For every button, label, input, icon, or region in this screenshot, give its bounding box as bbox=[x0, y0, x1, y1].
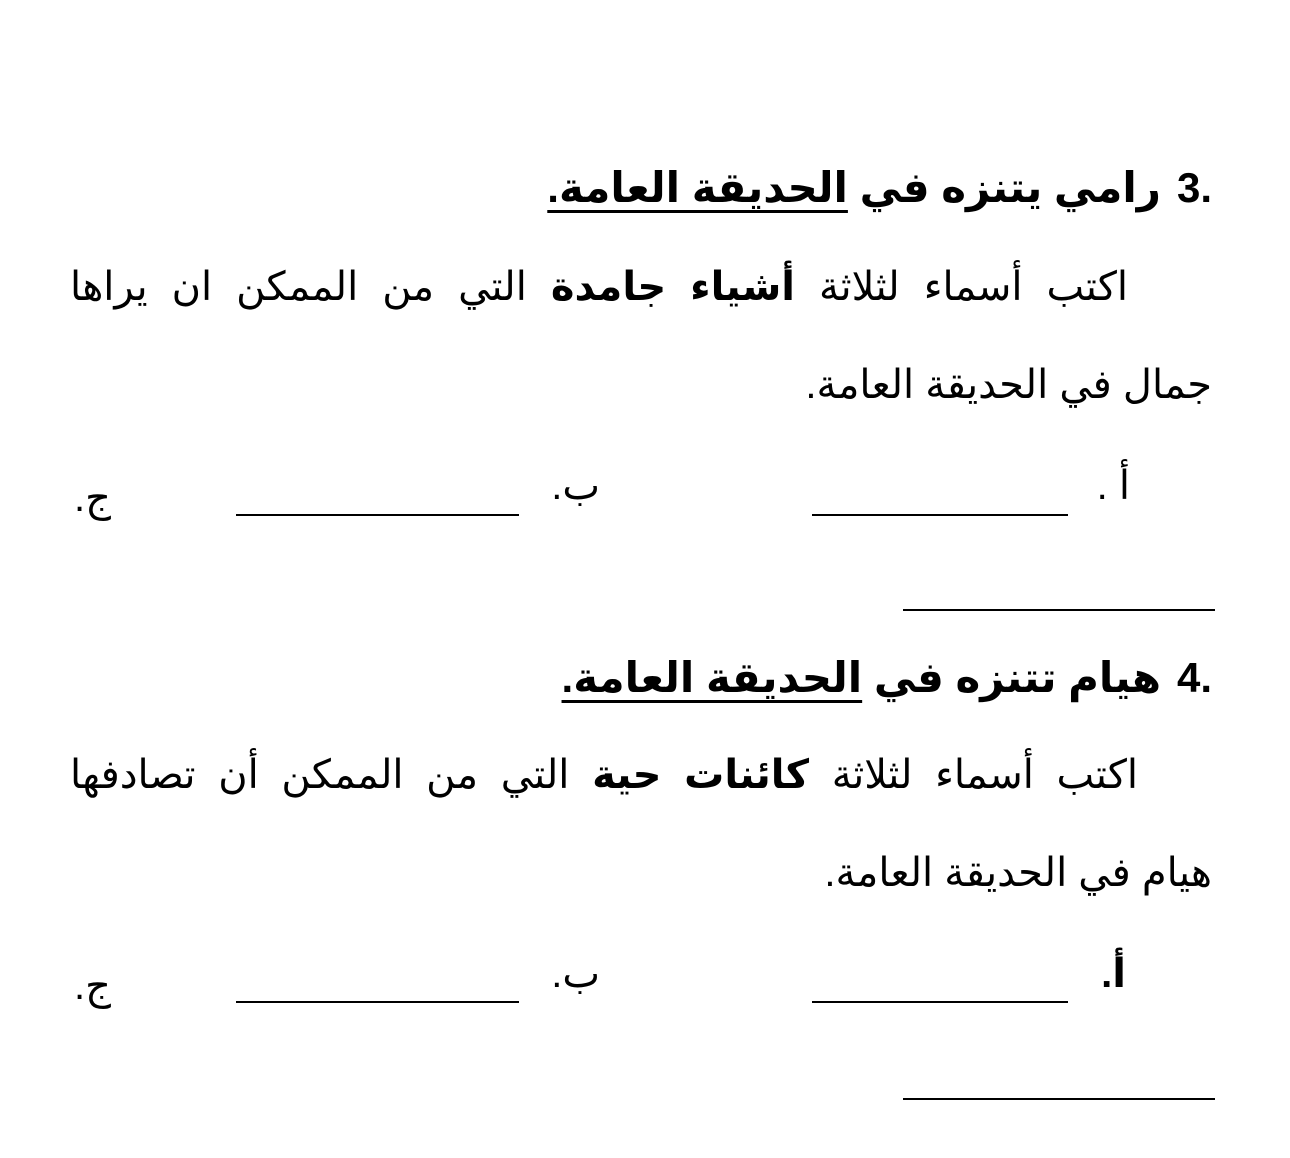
question-3-option-b-label: ب. bbox=[551, 464, 600, 508]
question-3-title bbox=[70, 163, 1212, 213]
question-4-option-a-label: أ. bbox=[1101, 952, 1126, 996]
question-4-title-text: هيام تتنزه في bbox=[862, 654, 1161, 701]
question-3-answer-a-field[interactable] bbox=[812, 514, 1068, 516]
question-4-number: 4. bbox=[1176, 654, 1212, 701]
question-4-instruction-line-2: هيام في الحديقة العامة. bbox=[824, 851, 1212, 895]
question-4-instruction-part-2: التي من الممكن أن تصادفها bbox=[70, 753, 593, 797]
question-3-instruction-part-1: اكتب أسماء لثلاثة bbox=[795, 265, 1129, 309]
question-4-instruction-part-1: اكتب أسماء لثلاثة bbox=[809, 753, 1139, 797]
question-3-title-text: رامي يتنزه في bbox=[847, 164, 1161, 211]
question-4-title-underlined: الحديقة العامة. bbox=[561, 654, 863, 701]
question-4-option-c-label: ج. bbox=[74, 964, 111, 1008]
question-3-number: 3. bbox=[1176, 164, 1212, 211]
question-3-option-c-label: ج. bbox=[74, 476, 111, 520]
question-4-instruction-bold: كائنات حية bbox=[592, 753, 810, 797]
question-3-option-a-label: أ . bbox=[1096, 464, 1130, 508]
question-4-option-b-label: ب. bbox=[551, 952, 600, 996]
question-3-instruction-line-2: جمال في الحديقة العامة. bbox=[805, 363, 1212, 407]
question-4-instruction-line-1 bbox=[70, 751, 1138, 799]
question-3-instruction-part-2: التي من الممكن ان يراها bbox=[70, 265, 551, 309]
question-4-title bbox=[70, 653, 1212, 703]
question-4-answer-b-field[interactable] bbox=[236, 1001, 519, 1003]
question-4-answer-c-field[interactable] bbox=[903, 1098, 1215, 1100]
question-3-answer-b-field[interactable] bbox=[236, 514, 519, 516]
question-4-answer-a-field[interactable] bbox=[812, 1001, 1068, 1003]
question-3-answer-c-field[interactable] bbox=[903, 609, 1215, 611]
question-3-title-underlined: الحديقة العامة. bbox=[547, 164, 848, 211]
question-3-instruction-bold: أشياء جامدة bbox=[550, 265, 796, 309]
question-3-instruction-line-1 bbox=[70, 263, 1128, 311]
